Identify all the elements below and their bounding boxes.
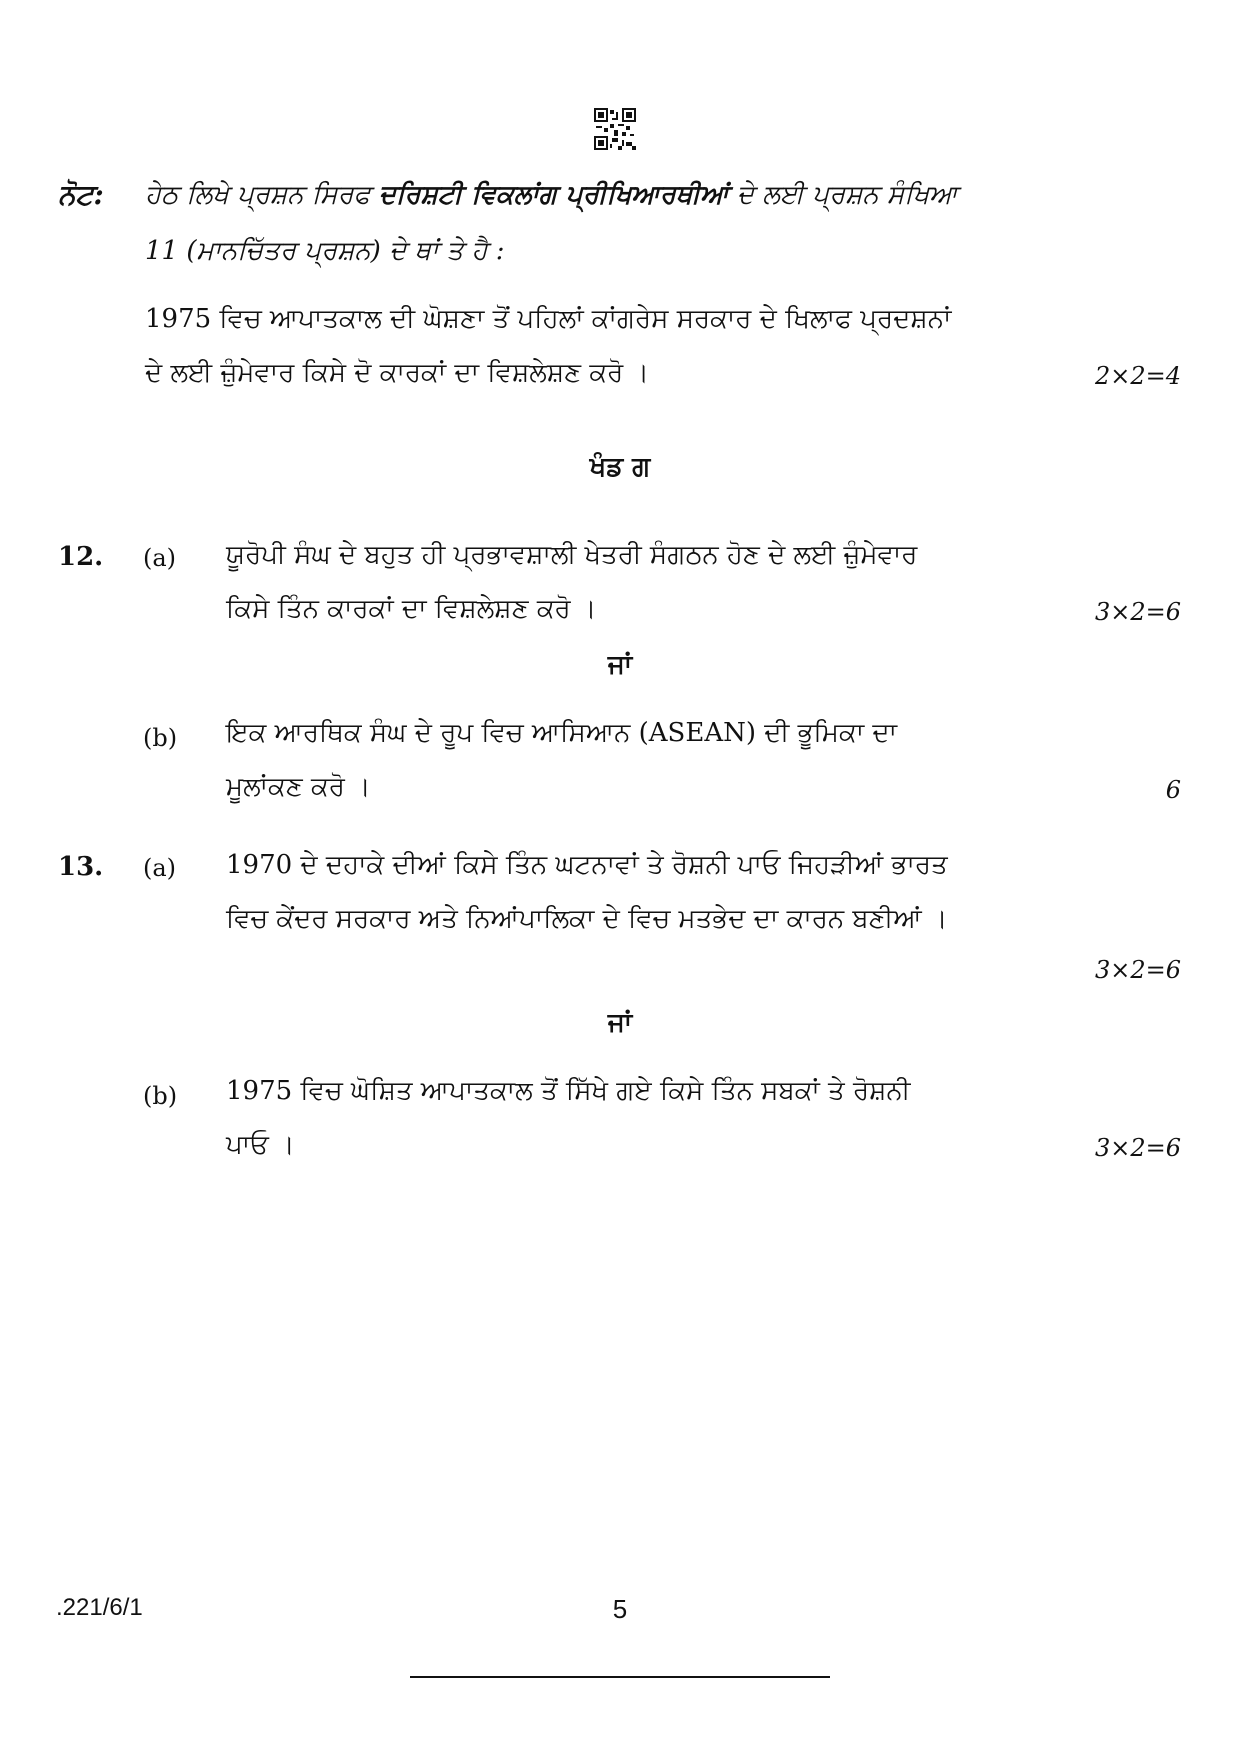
q12-a-line-1: ਯੂਰੋਪੀ ਸੰਘ ਦੇ ਬਹੁਤ ਹੀ ਪ੍ਰਭਾਵਸ਼ਾਲੀ ਖੇਤਰੀ ਸੰਗਠਨ ਹੋਣ ਦੇ ਲਈ ਜ਼ੁੰਮੇਵਾਰ xyxy=(226,540,918,570)
note-label: ਨੋਟ: xyxy=(58,178,104,211)
note-line-1 xyxy=(145,180,957,211)
note-text-bold: ਦਰਿਸ਼ਟੀ ਵਿਕਲਾਂਗ ਪ੍ਰੀਖਿਆਰਥੀਆਂ xyxy=(378,180,729,210)
q12-b-line-1: ਇਕ ਆਰਥਿਕ ਸੰਘ ਦੇ ਰੂਪ ਵਿਚ ਆਸਿਆਨ (ASEAN) ਦੀ ਭੂਮਿਕਾ ਦਾ xyxy=(226,718,898,748)
qr-code-icon xyxy=(594,108,636,150)
q13-a-label: (a) xyxy=(143,854,177,882)
q13-b-marks: 3×2=6 xyxy=(1094,1134,1181,1162)
q12-or-label: ਜਾਂ xyxy=(607,650,633,680)
q13-number: 13. xyxy=(58,852,104,882)
note-text-pre: ਹੇਠ ਲਿਖੇ ਪ੍ਰਸ਼ਨ ਸਿਰਫ xyxy=(145,180,371,210)
q12-b-label: (b) xyxy=(143,724,178,752)
q12-b-line-2: ਮੂਲਾਂਕਣ ਕਰੋ । xyxy=(226,772,371,802)
q13-a-line-2: ਵਿਚ ਕੇਂਦਰ ਸਰਕਾਰ ਅਤੇ ਨਿਆਂਪਾਲਿਕਾ ਦੇ ਵਿਚ ਮਤਭੇਦ ਦਾ ਕਾਰਨ ਬਣੀਆਂ । xyxy=(226,904,948,934)
q12-number: 12. xyxy=(58,542,104,572)
q13-b-label: (b) xyxy=(143,1082,178,1110)
q11-alt-line-1: 1975 ਵਿਚ ਆਪਾਤਕਾਲ ਦੀ ਘੋਸ਼ਣਾ ਤੋਂ ਪਹਿਲਾਂ ਕਾਂਗਰੇਸ ਸਰਕਾਰ ਦੇ ਖਿਲਾਫ ਪ੍ਰਦਸ਼ਨਾਂ xyxy=(145,304,952,334)
q12-b-marks: 6 xyxy=(1165,776,1181,804)
q13-a-line-1: 1970 ਦੇ ਦਹਾਕੇ ਦੀਆਂ ਕਿਸੇ ਤਿੰਨ ਘਟਨਾਵਾਂ ਤੇ ਰੋਸ਼ਨੀ ਪਾਓ ਜਿਹੜੀਆਂ ਭਾਰਤ xyxy=(226,850,948,880)
note-line-2: 11 (ਮਾਨਚਿੱਤਰ ਪ੍ਰਸ਼ਨ) ਦੇ ਥਾਂ ਤੇ ਹੈ : xyxy=(145,236,505,266)
q13-b-line-2: ਪਾਓ । xyxy=(226,1130,295,1160)
q11-alt-marks: 2×2=4 xyxy=(1094,362,1181,390)
q13-b-line-1: 1975 ਵਿਚ ਘੋਸ਼ਿਤ ਆਪਾਤਕਾਲ ਤੋਂ ਸਿੱਖੇ ਗਏ ਕਿਸੇ ਤਿੰਨ ਸਬਕਾਂ ਤੇ ਰੋਸ਼ਨੀ xyxy=(226,1076,911,1106)
footer-rule xyxy=(410,1676,830,1678)
paper-code: .221/6/1 xyxy=(56,1594,143,1621)
q13-a-marks: 3×2=6 xyxy=(1094,956,1181,984)
page-number: 5 xyxy=(612,1594,628,1624)
q12-a-marks: 3×2=6 xyxy=(1094,598,1181,626)
note-text-post: ਦੇ ਲਈ ਪ੍ਰਸ਼ਨ ਸੰਖਿਆ xyxy=(736,180,958,210)
q11-alt-line-2: ਦੇ ਲਈ ਜ਼ੁੰਮੇਵਾਰ ਕਿਸੇ ਦੋ ਕਾਰਕਾਂ ਦਾ ਵਿਸ਼ਲੇਸ਼ਣ ਕਰੋ । xyxy=(145,358,650,388)
q12-a-label: (a) xyxy=(143,544,177,572)
section-heading: ਖੰਡ ਗ xyxy=(589,452,651,482)
q13-or-label: ਜਾਂ xyxy=(607,1008,633,1038)
q12-a-line-2: ਕਿਸੇ ਤਿੰਨ ਕਾਰਕਾਂ ਦਾ ਵਿਸ਼ਲੇਸ਼ਣ ਕਰੋ । xyxy=(226,594,597,624)
